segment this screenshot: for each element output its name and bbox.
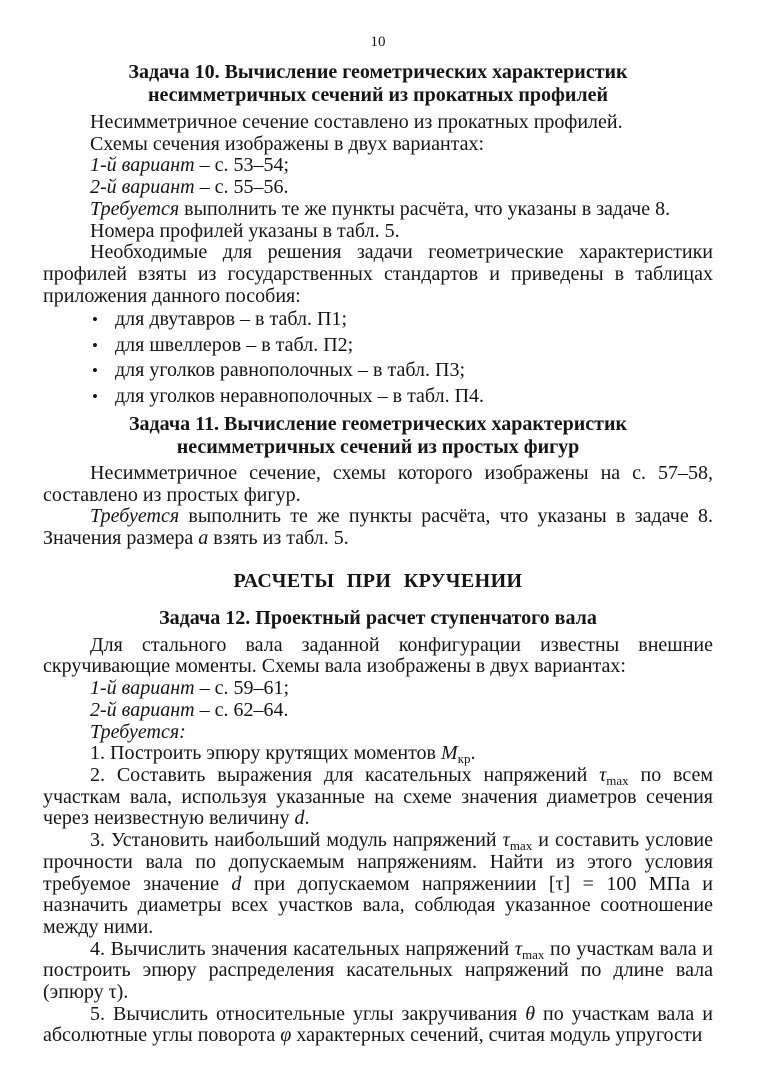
tau-subscript: max — [522, 946, 545, 962]
list-item — [43, 307, 713, 332]
task10-paragraph-3: Номера профилей указаны в табл. 5. — [90, 219, 400, 242]
variant-2-label: 2-й вариант — [90, 698, 195, 721]
task10-paragraph-1: Несимметричное сечение составлено из прокатных профилей. — [90, 111, 623, 133]
tau-subscript: max — [509, 838, 533, 854]
requirement-text-2: взять из табл. 5. — [208, 527, 349, 550]
moment-subscript: кр — [457, 751, 471, 767]
requirement-label: Требуется: — [90, 720, 186, 743]
list-item — [43, 384, 713, 409]
list-item — [43, 333, 713, 358]
size-variable: а — [198, 527, 209, 550]
theta-symbol: θ — [525, 1002, 536, 1025]
item-2-text-b: по всем участкам вала, используя указанные на схеме значения диаметров сечения через неизвестную величину — [43, 763, 713, 830]
bullet-icon: • — [92, 310, 98, 330]
variant-2-pages: – с. 55–56. — [194, 176, 289, 199]
task10-paragraph-4: Необходимые для решения задачи геометрические характеристики профилей взяты из государственных стандартов и приведены в таблицах приложения данного пособия: — [43, 241, 713, 307]
variant-2-label: 2-й вариант — [90, 176, 195, 199]
item-3-text: 3. Установить наибольший модуль напряжений — [90, 829, 503, 852]
tau-symbol: τ — [502, 829, 510, 852]
item-2-end: . — [304, 807, 310, 830]
task11-paragraph-1: Несимметричное сечение, схемы которого изображены на с. 57–58, составлено из простых фигур. — [43, 461, 713, 506]
list-item — [43, 358, 713, 383]
task10-title-line2: несимметричных сечений из прокатных профилей — [147, 84, 609, 106]
task10-variant-1 — [43, 155, 713, 177]
tau-symbol: τ — [599, 763, 607, 786]
item-3-text-c: при допускаемом напряжениии [τ] = 100 МПа и назначить диаметры всех участков вала, соблюдая указанное соотношение между ними. — [43, 872, 713, 938]
list-item-text: для швеллеров – в табл. П2; — [115, 333, 354, 356]
task12-item-1 — [43, 743, 713, 765]
task10-variant-2 — [43, 177, 713, 199]
task12-item-5 — [43, 1004, 713, 1047]
item-2-text: 2. Составить выражения для касательных напряжений — [90, 763, 600, 786]
list-item-text: для двутавров – в табл. П1; — [115, 308, 348, 331]
item-5-text: 5. Вычислить относительные углы закручивания — [90, 1002, 526, 1025]
task11-title — [43, 413, 713, 459]
tau-symbol: τ — [514, 937, 522, 960]
item-5-text-c: характерных сечений, считая модуль упругости — [291, 1024, 703, 1047]
task11-title-line1: Задача 11. Вычисление геометрических характеристик — [128, 412, 628, 435]
variant-1-pages: – с. 59–61; — [194, 677, 290, 700]
bullet-icon: • — [92, 335, 98, 355]
task12-item-4 — [43, 939, 713, 1004]
moment-symbol: М — [441, 742, 458, 765]
bullet-icon: • — [92, 386, 98, 406]
profile-tables-list — [43, 307, 713, 409]
task12-paragraph-1: Для стального вала заданной конфигурации известны внешние скручивающие моменты. Схемы вала изображены в двух вариантах: — [43, 633, 713, 678]
requirement-text: выполнить те же пункты расчёта, что указаны в задаче 8. Значения размера — [43, 505, 713, 550]
item-3-text-b: и составить условие прочности вала по допускаемым напряжениям. Найти из этого условия требуемое значение — [43, 829, 713, 895]
section-heading-torsion: РАСЧЕТЫ ПРИ КРУЧЕНИИ — [233, 569, 523, 592]
requirement-label: Требуется — [90, 197, 180, 220]
diameter-variable: d — [231, 872, 242, 895]
list-item-text: для уголков неравнополочных – в табл. П4. — [115, 384, 485, 407]
task12-item-2 — [43, 765, 713, 830]
task11-title-line2: несимметричных сечений из простых фигур — [176, 435, 580, 458]
task12-variant-1 — [43, 678, 713, 700]
diameter-variable: d — [294, 807, 305, 830]
task12-item-3 — [43, 830, 713, 939]
task12-title: Задача 12. Проектный расчет ступенчатого вала — [159, 606, 597, 629]
variant-1-pages: – с. 53–54; — [194, 154, 290, 177]
list-item-text: для уголков равнополочных – в табл. П3; — [115, 359, 466, 382]
item-4-text-b: по участкам вала и построить эпюру распределения касательных напряжений по длине вала (эпюру τ). — [43, 937, 713, 1004]
requirement-text: выполнить те же пункты расчёта, что указаны в задаче 8. — [179, 197, 671, 220]
variant-1-label: 1-й вариант — [90, 677, 195, 700]
task10-title — [43, 61, 713, 107]
page-number: 10 — [370, 34, 386, 50]
bullet-icon: • — [92, 361, 98, 381]
task12-requirement — [43, 722, 713, 744]
variant-2-pages: – с. 62–64. — [194, 698, 289, 721]
requirement-label: Требуется — [90, 505, 180, 528]
tau-subscript: max — [606, 772, 629, 788]
task10-title-line1: Задача 10. Вычисление геометрических характеристик — [128, 61, 628, 83]
item-1-end: . — [470, 742, 476, 765]
task12-variant-2 — [43, 700, 713, 722]
task11-requirement — [43, 506, 713, 549]
task10-requirement — [43, 199, 713, 221]
item-4-text: 4. Вычислить значения касательных напряжений — [90, 937, 515, 960]
variant-1-label: 1-й вариант — [90, 154, 195, 177]
phi-symbol: φ — [280, 1024, 292, 1047]
task10-paragraph-2: Схемы сечения изображены в двух вариантах: — [90, 132, 485, 155]
item-1-text: 1. Построить эпюру крутящих моментов — [90, 742, 441, 765]
item-5-text-b: по участкам вала и абсолютные углы поворота — [43, 1002, 714, 1047]
